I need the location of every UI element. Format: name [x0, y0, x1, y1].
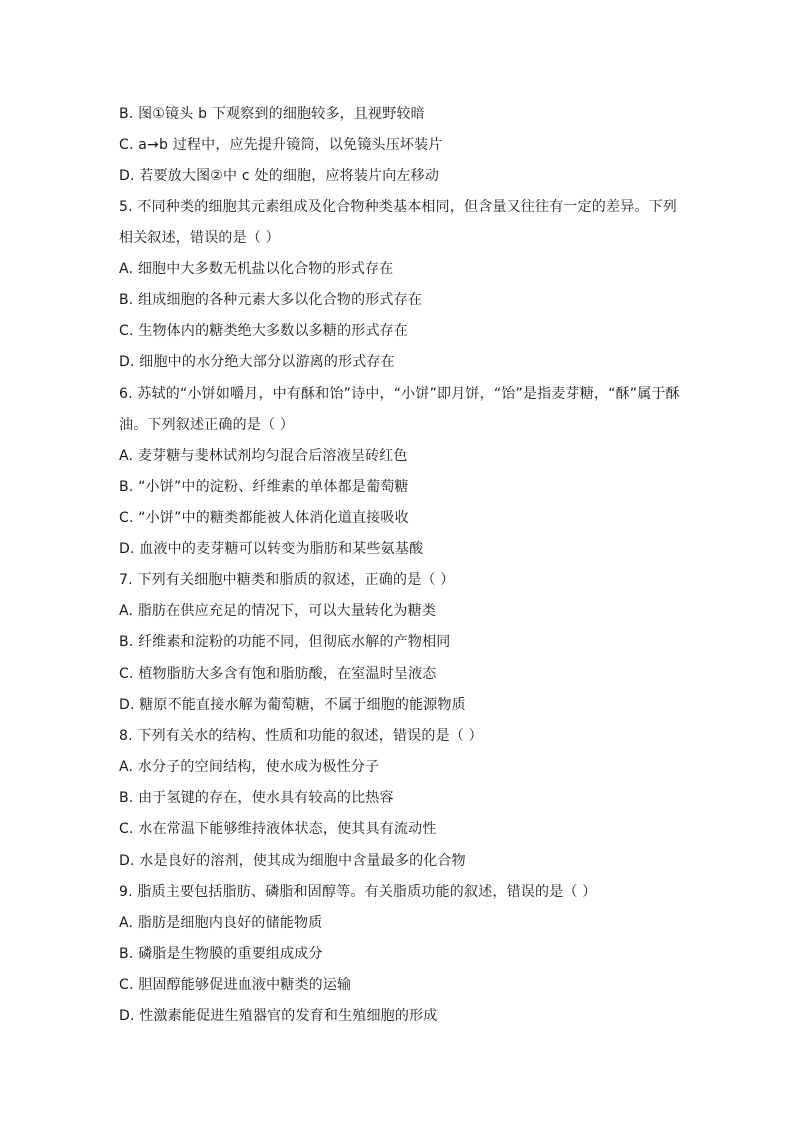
- option-c-q6: C. “小饼”中的糖类都能被人体消化道直接吸收: [119, 510, 409, 526]
- option-a-q6: A. 麦芽糖与斐林试剂均匀混合后溶液呈砖红色: [119, 448, 408, 464]
- option-c-q8: C. 水在常温下能够维持液体状态，使其具有流动性: [119, 821, 437, 837]
- option-d-q8: D. 水是良好的溶剂，使其成为细胞中含量最多的化合物: [119, 853, 466, 869]
- option-a-q9: A. 脂肪是细胞内良好的储能物质: [119, 915, 323, 931]
- option-c-q7: C. 植物脂肪大多含有饱和脂肪酸，在室温时呈液态: [119, 666, 437, 682]
- option-c-q9: C. 胆固醇能够促进血液中糖类的运输: [119, 977, 352, 993]
- question-6-stem-cont: 油。下列叙述正确的是（ ）: [119, 417, 295, 433]
- option-b-q8: B. 由于氢键的存在，使水具有较高的比热容: [119, 790, 394, 806]
- option-d-q4: D. 若要放大图②中 c 处的细胞，应将装片向左移动: [119, 168, 440, 184]
- option-c-q4: C. a→b 过程中，应先提升镜筒，以免镜头压坏装片: [119, 137, 443, 153]
- option-a-q7: A. 脂肪在供应充足的情况下，可以大量转化为糖类: [119, 603, 437, 619]
- option-d-q5: D. 细胞中的水分绝大部分以游离的形式存在: [119, 354, 395, 370]
- question-9-stem: 9. 脂质主要包括脂肪、磷脂和固醇等。有关脂质功能的叙述，错误的是（ ）: [119, 884, 597, 900]
- option-d-q7: D. 糖原不能直接水解为葡萄糖，不属于细胞的能源物质: [119, 697, 466, 713]
- question-6-stem: 6. 苏轼的“小饼如嚼月，中有酥和饴”诗中，“小饼”即月饼，“饴”是指麦芽糖，“酥”属于酥: [119, 386, 680, 402]
- question-7-stem: 7. 下列有关细胞中糖类和脂质的叙述，正确的是（ ）: [119, 572, 455, 588]
- option-b-q6: B. “小饼”中的淀粉、纤维素的单体都是葡萄糖: [119, 479, 409, 495]
- option-d-q6: D. 血液中的麦芽糖可以转变为脂肪和某些氨基酸: [119, 541, 424, 557]
- option-a-q8: A. 水分子的空间结构，使水成为极性分子: [119, 759, 380, 775]
- question-5-stem-cont: 相关叙述，错误的是（ ）: [119, 230, 280, 246]
- option-d-q9: D. 性激素能促进生殖器官的发育和生殖细胞的形成: [119, 1008, 438, 1024]
- option-b-q7: B. 纤维素和淀粉的功能不同，但彻底水解的产物相同: [119, 634, 451, 650]
- option-b-q5: B. 组成细胞的各种元素大多以化合物的形式存在: [119, 292, 423, 308]
- option-c-q5: C. 生物体内的糖类绝大多数以多糖的形式存在: [119, 323, 409, 339]
- option-b-q4: B. 图①镜头 b 下观察到的细胞较多，且视野较暗: [119, 106, 425, 122]
- question-8-stem: 8. 下列有关水的结构、性质和功能的叙述，错误的是（ ）: [119, 728, 483, 744]
- question-5-stem: 5. 不同种类的细胞其元素组成及化合物种类基本相同，但含量又往往有一定的差异。下列: [119, 199, 678, 215]
- option-a-q5: A. 细胞中大多数无机盐以化合物的形式存在: [119, 261, 394, 277]
- option-b-q9: B. 磷脂是生物膜的重要组成成分: [119, 946, 323, 962]
